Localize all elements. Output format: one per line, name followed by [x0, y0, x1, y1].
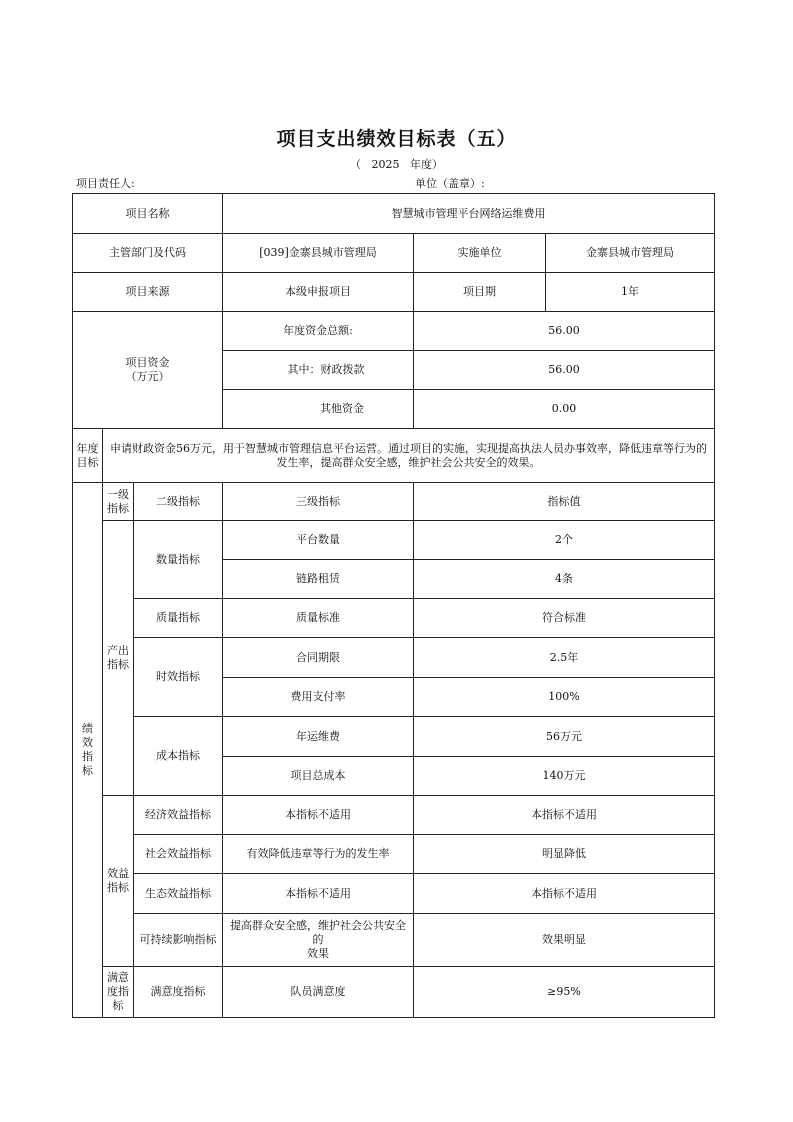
output-label-line2: 指标 [107, 658, 129, 671]
indicator-name: 平台数量 [223, 521, 414, 560]
section-char-2: 效 [82, 736, 93, 749]
indicator-name: 项目总成本 [223, 757, 414, 796]
indicators-section-label [73, 483, 103, 1018]
indicator-value: ≥95% [414, 967, 715, 1018]
indicator-value: 56万元 [414, 717, 715, 757]
level2-header: 二级指标 [134, 483, 223, 521]
satisfaction-indicator-label: 满意度指标 [134, 967, 223, 1018]
year-open: （ [350, 158, 361, 171]
year-suffix: 年度） [410, 158, 443, 171]
period-value: 1年 [546, 273, 715, 312]
economic-indicator-label: 经济效益指标 [134, 796, 223, 835]
annual-goal-label-line2: 目标 [76, 455, 99, 469]
indicator-value: 符合标准 [414, 599, 715, 638]
funds-other-label: 其他资金 [223, 390, 414, 429]
quality-indicator-label: 质量指标 [134, 599, 223, 638]
funds-label-line2: （万元） [125, 370, 170, 383]
row-quality [73, 599, 715, 638]
row-cost-1 [73, 717, 715, 757]
indicator-value: 2个 [414, 521, 715, 560]
timeliness-indicator-label: 时效指标 [134, 638, 223, 717]
funds-fiscal-label: 其中：财政拨款 [223, 351, 414, 390]
funds-other-value: 0.00 [414, 390, 715, 429]
sustainable-indicator-label: 可持续影响指标 [134, 914, 223, 967]
annual-goal-text: 申请财政资金56万元，用于智慧城市管理信息平台运营。通过项目的实施，实现提高执法人员办事效率，降低违章等行为的发生率，提高群众安全感，维护社会公共安全的效果。 [103, 429, 715, 483]
row-satisfaction [73, 967, 715, 1018]
indicator-name: 有效降低违章等行为的发生率 [223, 835, 414, 874]
indicator-value: 本指标不适用 [414, 796, 715, 835]
indicator-value: 效果明显 [414, 914, 715, 967]
row-project-name [73, 194, 715, 234]
row-sustainable [73, 914, 715, 967]
funds-total-value: 56.00 [414, 312, 715, 351]
section-char-4: 标 [82, 764, 93, 777]
indicator-name: 本指标不适用 [223, 874, 414, 914]
row-annual-goal [73, 429, 715, 483]
indicator-name: 队员满意度 [223, 967, 414, 1018]
ecological-indicator-label: 生态效益指标 [134, 874, 223, 914]
indicator-name: 本指标不适用 [223, 796, 414, 835]
benefit-indicator-label [103, 796, 134, 967]
satisfaction-section-label [103, 967, 134, 1018]
sustainable-name-line1: 提高群众安全感，维护社会公共安全的 [230, 919, 406, 946]
row-timeliness-1 [73, 638, 715, 678]
indicator-value: 100% [414, 678, 715, 717]
level1-header [103, 483, 134, 521]
annual-goal-label-line1: 年度 [76, 441, 99, 455]
performance-table [72, 193, 715, 1018]
satisfaction-line2: 度指 [107, 985, 129, 998]
row-economic [73, 796, 715, 835]
section-char-3: 指 [82, 750, 93, 763]
level1-header-line1: 一级 [107, 487, 129, 501]
benefit-label-line2: 指标 [107, 881, 129, 894]
impl-unit-value: 金寨县城市管理局 [546, 234, 715, 273]
row-indicator-header [73, 483, 715, 521]
row-funds-total [73, 312, 715, 351]
section-char-1: 绩 [82, 722, 93, 735]
year-value: 2025 [371, 158, 400, 171]
indicator-value: 4条 [414, 560, 715, 599]
unit-stamp-label: 单位（盖章）: [415, 177, 485, 190]
satisfaction-line1: 满意 [107, 971, 129, 984]
source-label: 项目来源 [73, 273, 223, 312]
indicator-name: 费用支付率 [223, 678, 414, 717]
page-title: 项目支出绩效目标表（五） [276, 128, 517, 150]
output-label-line1: 产出 [107, 644, 129, 657]
row-ecological [73, 874, 715, 914]
dept-label: 主管部门及代码 [73, 234, 223, 273]
benefit-label-line1: 效益 [107, 867, 129, 880]
funds-label [73, 312, 223, 429]
social-indicator-label: 社会效益指标 [134, 835, 223, 874]
year-line [0, 156, 793, 172]
project-name-label: 项目名称 [73, 194, 223, 234]
funds-total-label: 年度资金总额: [223, 312, 414, 351]
satisfaction-line3: 标 [112, 999, 124, 1012]
row-social [73, 835, 715, 874]
indicator-value: 本指标不适用 [414, 874, 715, 914]
annual-goal-label [73, 429, 103, 483]
level1-header-line2: 指标 [107, 501, 129, 515]
quantity-indicator-label: 数量指标 [134, 521, 223, 599]
row-quantity-1 [73, 521, 715, 560]
level3-header: 三级指标 [223, 483, 414, 521]
period-label: 项目期 [414, 273, 546, 312]
indicator-value: 2.5年 [414, 638, 715, 678]
sustainable-name-line2: 效果 [307, 947, 329, 960]
impl-unit-label: 实施单位 [414, 234, 546, 273]
row-source [73, 273, 715, 312]
indicator-name [223, 914, 414, 967]
funds-fiscal-value: 56.00 [414, 351, 715, 390]
responsible-label: 项目责任人: [76, 177, 135, 190]
indicator-name: 质量标准 [223, 599, 414, 638]
indicator-name: 合同期限 [223, 638, 414, 678]
indicator-value: 140万元 [414, 757, 715, 796]
funds-label-line1: 项目资金 [125, 356, 170, 369]
output-indicator-label [103, 521, 134, 796]
source-value: 本级申报项目 [223, 273, 414, 312]
indicator-name: 链路租赁 [223, 560, 414, 599]
indicator-name: 年运维费 [223, 717, 414, 757]
project-name-value: 智慧城市管理平台网络运维费用 [223, 194, 715, 234]
indicator-value: 明显降低 [414, 835, 715, 874]
row-department [73, 234, 715, 273]
cost-indicator-label: 成本指标 [134, 717, 223, 796]
value-header: 指标值 [414, 483, 715, 521]
dept-value: [039]金寨县城市管理局 [223, 234, 414, 273]
